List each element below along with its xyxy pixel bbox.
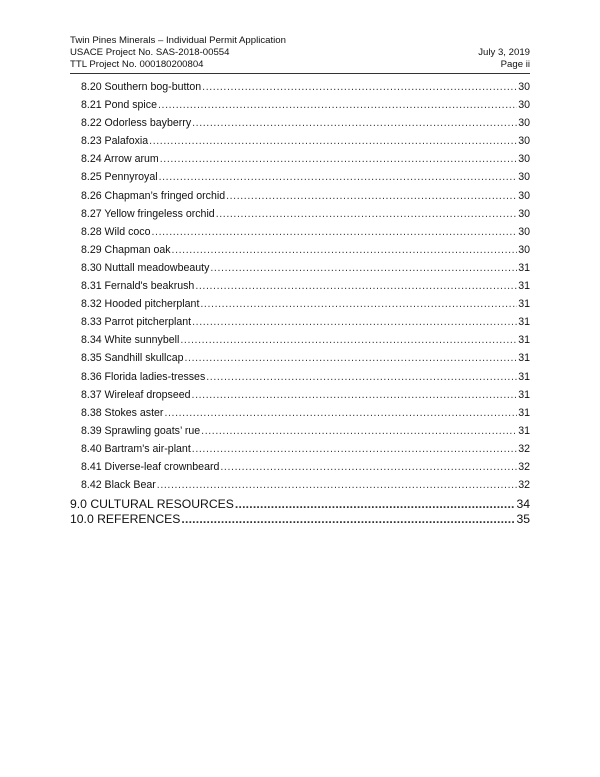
header-document-title: Twin Pines Minerals – Individual Permit Application bbox=[70, 35, 286, 46]
toc-dot-leader bbox=[201, 422, 517, 440]
toc-dot-leader bbox=[180, 331, 517, 349]
toc-entry-page: 31 bbox=[518, 334, 530, 347]
toc-subsection-entry[interactable] bbox=[70, 331, 530, 349]
toc-entry-page: 31 bbox=[518, 352, 530, 365]
toc-entry-title: 8.25 Pennyroyal bbox=[81, 171, 158, 184]
toc-entry-title: 8.21 Pond spice bbox=[81, 99, 157, 112]
header-divider bbox=[70, 73, 530, 74]
toc-entry-page: 31 bbox=[518, 298, 530, 311]
toc-entry-title: 9.0 CULTURAL RESOURCES bbox=[70, 497, 234, 512]
toc-entry-title: 8.23 Palafoxia bbox=[81, 135, 149, 148]
toc-subsection-entry[interactable] bbox=[70, 205, 530, 223]
toc-subsection-entry[interactable] bbox=[70, 368, 530, 386]
header-ttl-project: TTL Project No. 000180200804 bbox=[70, 59, 204, 71]
header-page-number: Page ii bbox=[500, 59, 530, 71]
toc-entry-page: 31 bbox=[518, 406, 530, 419]
toc-dot-leader bbox=[206, 368, 517, 386]
toc-entry-page: 31 bbox=[518, 370, 530, 383]
toc-entry-title: 8.33 Parrot pitcherplant bbox=[81, 316, 192, 329]
toc-dot-leader bbox=[210, 259, 517, 277]
toc-subsection-entry[interactable] bbox=[70, 404, 530, 422]
toc-entry-page: 35 bbox=[516, 511, 530, 526]
toc-subsection-entry[interactable] bbox=[70, 349, 530, 367]
toc-subsection-entry[interactable] bbox=[70, 150, 530, 168]
toc-dot-leader bbox=[192, 114, 517, 132]
toc-dot-leader bbox=[158, 96, 517, 114]
toc-entry-page: 31 bbox=[518, 261, 530, 274]
header-date: July 3, 2019 bbox=[478, 47, 530, 59]
toc-entry-title: 8.37 Wireleaf dropseed bbox=[81, 388, 191, 401]
toc-entry-title: 8.24 Arrow arum bbox=[81, 153, 159, 166]
toc-entry-page: 30 bbox=[518, 207, 530, 220]
toc-entry-page: 30 bbox=[518, 153, 530, 166]
toc-subsection-entry[interactable] bbox=[70, 295, 530, 313]
toc-entry-title: 8.27 Yellow fringeless orchid bbox=[81, 207, 215, 220]
toc-entry-page: 30 bbox=[518, 81, 530, 93]
toc-entry-title: 8.35 Sandhill skullcap bbox=[81, 352, 184, 365]
toc-entry-title: 8.28 Wild coco bbox=[81, 225, 151, 238]
toc-entry-title: 8.39 Sprawling goats’ rue bbox=[81, 424, 201, 437]
toc-entry-title: 10.0 REFERENCES bbox=[70, 511, 181, 526]
toc-dot-leader bbox=[226, 187, 517, 205]
toc-dot-leader bbox=[192, 440, 517, 458]
toc-dot-leader bbox=[220, 458, 517, 476]
toc-entry-page: 32 bbox=[518, 442, 530, 455]
toc-subsection-entry[interactable] bbox=[70, 168, 530, 186]
toc-subsection-entry[interactable] bbox=[70, 223, 530, 241]
toc-subsection-entry[interactable] bbox=[70, 96, 530, 114]
page-header bbox=[70, 35, 530, 72]
toc-subsection-entry[interactable] bbox=[70, 422, 530, 440]
toc-entry-title: 8.36 Florida ladies-tresses bbox=[81, 370, 206, 383]
toc-entry-title: 8.31 Fernald's beakrush bbox=[81, 280, 195, 293]
toc-dot-leader bbox=[159, 168, 518, 186]
toc-subsection-entry[interactable] bbox=[70, 241, 530, 259]
toc-entry-page: 31 bbox=[518, 388, 530, 401]
toc-subsection-entry[interactable] bbox=[70, 386, 530, 404]
header-row bbox=[70, 59, 530, 71]
toc-dot-leader bbox=[202, 78, 517, 96]
toc-entry-page: 32 bbox=[518, 460, 530, 473]
toc-dot-leader bbox=[200, 295, 517, 313]
toc-entry-title: 8.29 Chapman oak bbox=[81, 243, 171, 256]
toc-entry-title: 8.22 Odorless bayberry bbox=[81, 117, 192, 130]
toc-entry-title: 8.32 Hooded pitcherplant bbox=[81, 298, 200, 311]
toc-dot-leader bbox=[192, 386, 518, 404]
toc-entry-title: 8.34 White sunnybell bbox=[81, 334, 180, 347]
toc-subsection-entry[interactable] bbox=[70, 78, 530, 96]
toc-entry-page: 30 bbox=[518, 225, 530, 238]
toc-subsection-entry[interactable] bbox=[70, 259, 530, 277]
toc-entry-title: 8.40 Bartram's air-plant bbox=[81, 442, 191, 455]
toc-dot-leader bbox=[195, 277, 517, 295]
toc-entry-title: 8.26 Chapman’s fringed orchid bbox=[81, 189, 226, 202]
toc-entry-title: 8.42 Black Bear bbox=[81, 479, 156, 492]
toc-dot-leader bbox=[160, 150, 517, 168]
toc-entry-title: 8.20 Southern bog-button bbox=[81, 81, 202, 93]
header-row bbox=[70, 35, 530, 47]
header-usace-project: USACE Project No. SAS-2018-00554 bbox=[70, 47, 230, 59]
toc-entry-page: 30 bbox=[518, 117, 530, 130]
toc-subsection-entry[interactable] bbox=[70, 440, 530, 458]
toc-entry-title: 8.38 Stokes aster bbox=[81, 406, 164, 419]
toc-subsection-entry[interactable] bbox=[70, 187, 530, 205]
toc-subsection-entry[interactable] bbox=[70, 313, 530, 331]
toc-dot-leader bbox=[149, 132, 517, 150]
toc-dot-leader bbox=[181, 512, 515, 527]
toc-dot-leader bbox=[235, 497, 516, 512]
toc-dot-leader bbox=[192, 313, 517, 331]
toc-dot-leader bbox=[164, 404, 517, 422]
toc-entry-page: 30 bbox=[518, 99, 530, 112]
toc-dot-leader bbox=[151, 223, 517, 241]
toc-dot-leader bbox=[157, 476, 517, 494]
toc-dot-leader bbox=[184, 349, 517, 367]
toc-entry-page: 30 bbox=[518, 243, 530, 256]
toc-entry-page: 34 bbox=[516, 497, 530, 512]
toc-entry-page: 30 bbox=[518, 189, 530, 202]
toc-dot-leader bbox=[216, 205, 518, 223]
toc-entry-page: 31 bbox=[518, 316, 530, 329]
toc-subsection-entry[interactable] bbox=[70, 476, 530, 494]
table-of-contents bbox=[70, 78, 530, 526]
toc-entry-page: 30 bbox=[518, 171, 530, 184]
toc-entry-page: 32 bbox=[518, 479, 530, 492]
toc-subsection-entry[interactable] bbox=[70, 458, 530, 476]
toc-entry-title: 8.41 Diverse-leaf crownbeard bbox=[81, 460, 220, 473]
toc-subsection-entry[interactable] bbox=[70, 277, 530, 295]
toc-section-entry[interactable] bbox=[70, 512, 530, 527]
toc-entry-page: 31 bbox=[518, 424, 530, 437]
toc-entry-page: 30 bbox=[518, 135, 530, 148]
toc-entry-title: 8.30 Nuttall meadowbeauty bbox=[81, 261, 210, 274]
toc-section-entry[interactable] bbox=[70, 497, 530, 512]
toc-dot-leader bbox=[172, 241, 518, 259]
toc-entry-page: 31 bbox=[518, 280, 530, 293]
header-row bbox=[70, 47, 530, 59]
toc-subsection-entry[interactable] bbox=[70, 114, 530, 132]
toc-subsection-entry[interactable] bbox=[70, 132, 530, 150]
